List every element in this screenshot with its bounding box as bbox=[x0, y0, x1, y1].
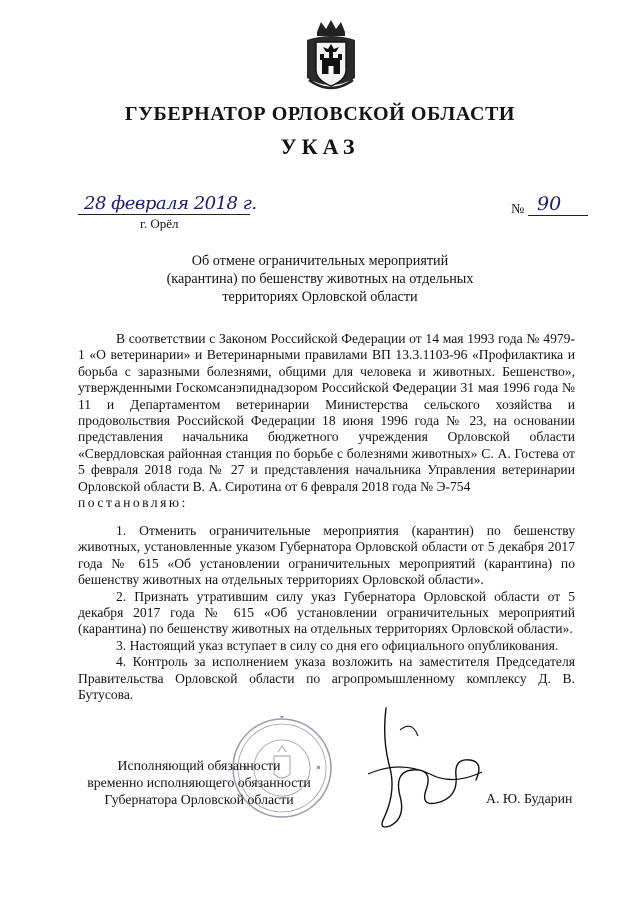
issue-city: г. Орёл bbox=[140, 216, 179, 231]
decree-number: 90 bbox=[537, 193, 562, 215]
subject-line: Об отмене ограничительных мероприятий bbox=[191, 253, 449, 269]
decree-preamble bbox=[78, 331, 575, 511]
document-type-title: УКАЗ bbox=[280, 134, 360, 159]
preamble-paragraph bbox=[78, 331, 575, 511]
signer-position-line: Исполняющий обязанности bbox=[117, 758, 281, 773]
preamble-text: В соответствии с Законом Российской Федерации от 14 мая 1993 года № 4979-1 «О ветеринарии» и Ветеринарными правилами ВП 13.3.1103-96 «Профилактика и борьба с заразными болезнями, общими для человека и животных. Бешенство», утвержденными Госкомсанэпиднадзором Российской Федерации 31 мая 1996 года № 11 и Департаментом ветеринарии Министерства сельского хозяйства и продовольствия Российской Федерации 18 июня 1996 года № 23, на основании представления начальника бюджетного учреждения Орловской области «Свердловская районная станция по борьбе с болезнями животных» С. А. Гостева от 5 февраля 2018 года № 27 и представления начальника Управления ветеринарии Орловской области В. А. Сиротина от 6 февраля 2018 года № Э-754 bbox=[78, 331, 575, 494]
decree-item: 1. Отменить ограничительные мероприятия (карантин) по бешенству животных, установленные указом Губернатора Орловской области от 5 декабря 2017 года № 615 «Об установлении ограничительных мероприятий (карантина) по бешенству животных на отдельных территориях Орловской области». bbox=[78, 523, 575, 588]
decree-item: 2. Признать утратившим силу указ Губернатора Орловской области от 5 декабря 2017 года № 615 «Об установлении ограничительных мероприятий (карантина) по бешенству животных на отдельных территориях Орловской области». bbox=[78, 588, 575, 637]
decree-item: 4. Контроль за исполнением указа возложить на заместителя Председателя Правительства Орловской области по агропромышленному комплексу Д. В. Бутусова. bbox=[78, 654, 575, 703]
decree-date: 28 февраля 2018 г. bbox=[84, 193, 257, 214]
subject-line: (карантина) по бешенству животных на отдельных bbox=[166, 271, 474, 287]
signer-position bbox=[84, 758, 314, 808]
governor-title: ГУБЕРНАТОР ОРЛОВСКОЙ ОБЛАСТИ bbox=[124, 103, 516, 125]
date-underline bbox=[78, 214, 250, 215]
number-label: № bbox=[511, 202, 525, 217]
signer-name: А. Ю. Бударин bbox=[486, 791, 573, 806]
decree-word: постановляю: bbox=[78, 495, 188, 511]
signer-position-line: временно исполняющего обязанности bbox=[87, 774, 311, 790]
decree-items bbox=[78, 523, 575, 703]
handwritten-signature bbox=[360, 700, 490, 840]
coat-of-arms-icon bbox=[303, 18, 359, 94]
subject-line: территориях Орловской области bbox=[222, 289, 418, 305]
number-underline bbox=[528, 215, 588, 216]
decree-item: 3. Настоящий указ вступает в силу со дня его официального опубликования. bbox=[116, 637, 559, 653]
decree-subject bbox=[150, 252, 490, 306]
signer-position-line: Губернатора Орловской области bbox=[104, 791, 294, 807]
